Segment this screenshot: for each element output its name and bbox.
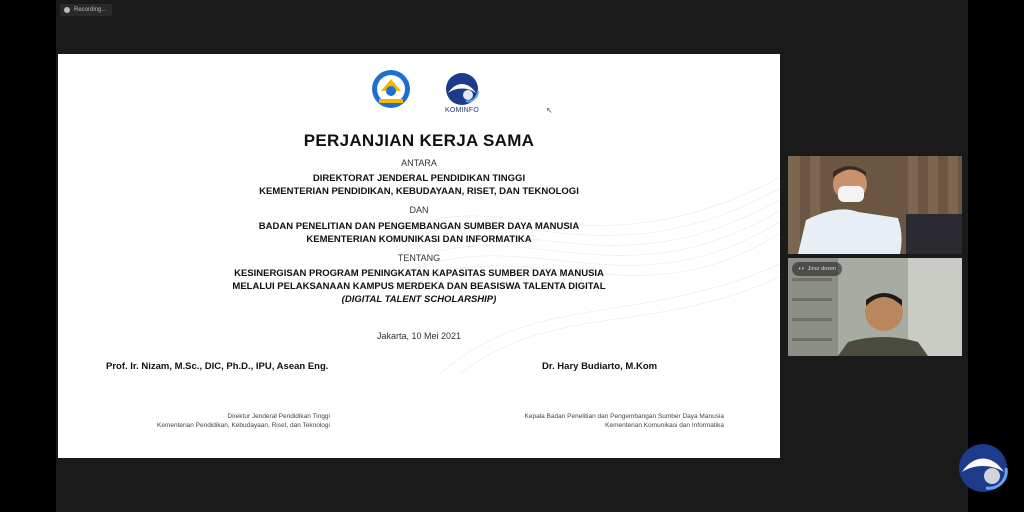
participant-video-tile-2[interactable] [788,258,962,356]
microphone-icon: ◖◗ [798,266,805,272]
topic-line3: (DIGITAL TALENT SCHOLARSHIP) [341,294,497,305]
topic-line2: MELALUI PELAKSANAAN KAMPUS MERDEKA DAN BEASISWA TALENTA DIGITAL [232,281,606,292]
kominfo-logo [438,71,486,115]
tut-wuri-handayani-logo [371,69,411,111]
place-date: Jakarta, 10 Mei 2021 [376,331,462,341]
participant-1-video [788,156,962,254]
participant-name: Jinur dozen [807,266,837,272]
party1-line1: DIREKTORAT JENDERAL PENDIDIKAN TINGGI [312,173,526,184]
party1-line2: KEMENTERIAN PENDIDIKAN, KEBUDAYAAN, RISET, DAN TEKNOLOGI [259,186,579,197]
kominfo-logo-text: KOMINFO [444,107,480,114]
party2-line2: KEMENTERIAN KOMUNIKASI DAN INFORMATIKA [306,234,532,245]
participant-name-pill [792,262,842,276]
participant-video-tile-1[interactable] [788,156,962,254]
signer2-role-line2: Kementerian Komunikasi dan Informatika [605,422,724,429]
document-title: PERJANJIAN KERJA SAMA [303,131,535,150]
signer1-role-line1: Direktur Jenderal Pendidikan Tinggi [227,413,330,420]
kominfo-watermark-logo [956,440,1010,496]
signer1-role [108,412,330,430]
party2-line1: BADAN PENELITIAN DAN PENGEMBANGAN SUMBER DAYA MANUSIA [258,221,580,232]
signer2-role [478,412,724,430]
recording-indicator[interactable] [60,4,112,16]
mouse-cursor-icon: ↖ [546,106,553,115]
signer2-name: Dr. Hary Budiarto, M.Kom [542,361,658,372]
recording-label: Recording... [74,7,107,13]
topic-line1: KESINERGISAN PROGRAM PENINGKATAN KAPASITAS SUMBER DAYA MANUSIA [234,268,604,279]
tentang-label: TENTANG [397,253,441,263]
antara-label: ANTARA [401,158,437,168]
signer1-name: Prof. Ir. Nizam, M.Sc., DIC, Ph.D., IPU, Asean Eng. [106,361,329,372]
signer2-role-line1: Kepala Badan Penelitian dan Pengembangan Sumber Daya Manusia [524,413,724,420]
shared-slide [58,54,780,458]
signer1-role-line2: Kementerian Pendidikan, Kebudayaan, Riset, dan Teknologi [157,422,330,429]
record-icon [64,7,70,13]
dan-label: DAN [409,205,429,215]
